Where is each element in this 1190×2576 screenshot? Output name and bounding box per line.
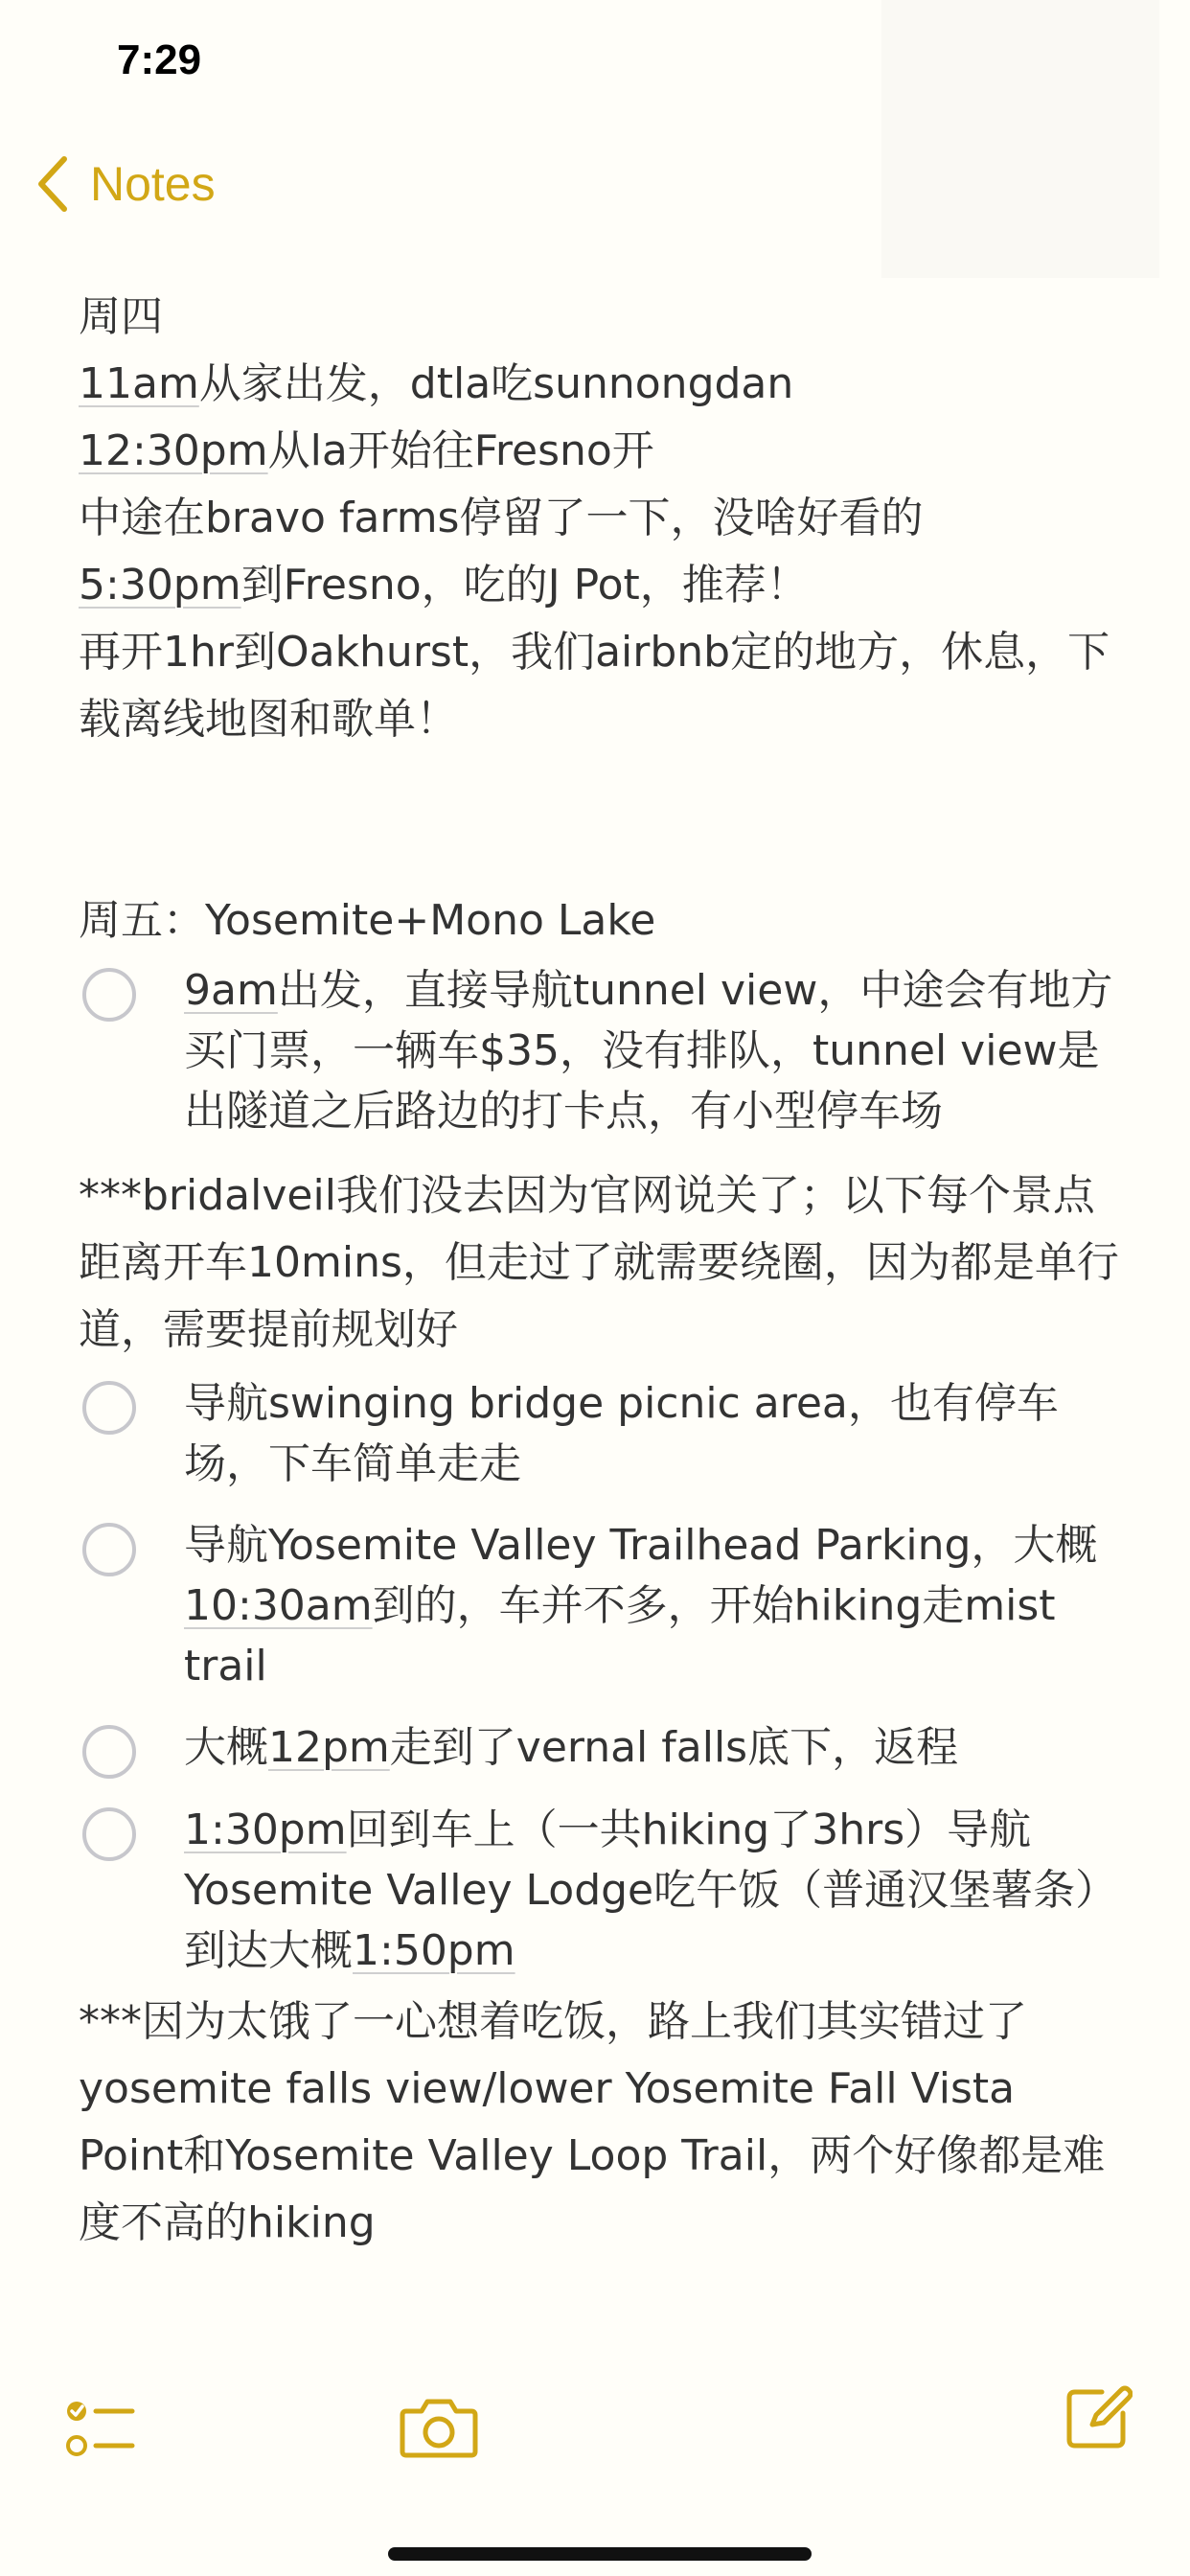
checklist-text-content: 到的，车并不多，开始hiking走mist trail [184,1581,1056,1690]
checklist-text [184,1800,1133,1981]
checklist-text: 导航swinging bridge picnic area，也有停车场，下车简单走走 [184,1379,1059,1488]
checklist-item [79,1717,1133,1779]
time-link[interactable]: 10:30am [184,1581,373,1630]
time-link[interactable]: 11am [79,359,199,408]
note-paragraph-2: ***因为太饿了一心想着吃饭，路上我们其实错过了yosemite falls view/lower Yosemite Fall Vista Point和Yosemite Valley Loop Trail，两个好像都是难度不高的hiking [79,1997,1106,2247]
note-body[interactable] [79,284,1133,2257]
time-link[interactable]: 12:30pm [79,426,268,475]
checklist-item [79,1373,1133,1494]
background-panel [881,0,1159,278]
checkbox-circle[interactable] [82,1725,136,1779]
thursday-line-5: 再开1hr到Oakhurst，我们airbnb定的地方，休息，下载离线地图和歌单！ [79,628,1110,744]
checklist-text [184,960,1133,1141]
time-link[interactable]: 9am [184,966,278,1015]
checklist-text [184,1515,1133,1696]
checklist-text-content: 走到了vernal falls底下，返程 [389,1723,959,1772]
checkbox-circle[interactable] [82,1807,136,1861]
checklist-text [184,1717,1133,1778]
thursday-line-4 [79,552,1133,619]
checklist-icon[interactable] [63,2394,140,2474]
checkbox-circle[interactable] [82,1523,136,1576]
checklist-item [79,960,1133,1141]
checkbox-circle[interactable] [82,968,136,1022]
thursday-line-1 [79,351,1133,418]
note-paragraph-1: ***bridalveil我们没去因为官网说关了；以下每个景点距离开车10mins，但走过了就需要绕圈，因为都是单行道，需要提前规划好 [79,1171,1119,1354]
home-indicator[interactable] [388,2547,812,2561]
time-link[interactable]: 1:30pm [184,1806,347,1854]
checklist-item [79,1515,1133,1696]
thursday-title: 周四 [79,292,163,341]
status-time: 7:29 [117,36,202,83]
time-link[interactable]: 1:50pm [353,1926,515,1975]
checklist-item [79,1800,1133,1981]
compose-icon[interactable] [1064,2382,1133,2455]
back-button[interactable] [36,155,216,213]
line-text: 从家出发，dtla吃sunnongdan [198,359,794,408]
line-text: 到Fresno，吃的J Pot，推荐！ [240,561,809,610]
checklist-text-content: 大概 [184,1723,268,1772]
friday-title: 周五：Yosemite+Mono Lake [79,896,656,945]
blank-lines [79,753,1133,887]
thursday-line-2 [79,418,1133,485]
time-link[interactable]: 12pm [268,1723,390,1772]
time-link[interactable]: 5:30pm [79,561,241,610]
camera-icon[interactable] [399,2392,479,2465]
thursday-line-3: 中途在bravo farms停留了一下，没啥好看的 [79,494,924,542]
line-text: 从la开始往Fresno开 [267,426,654,475]
chevron-left-icon [36,155,69,213]
back-label: Notes [90,157,216,211]
checklist-text-content: 回到车上（一共hiking了3hrs）导航Yosemite Valley Lodge吃午饭（普通汉堡薯条）到达大概 [184,1806,1118,1975]
checklist-text-content: 导航Yosemite Valley Trailhead Parking，大概 [184,1521,1098,1570]
checklist-text-content: 出发，直接导航tunnel view，中途会有地方买门票，一辆车$35，没有排队，tunnel view是出隧道之后路边的打卡点，有小型停车场 [184,966,1113,1136]
checkbox-circle[interactable] [82,1381,136,1435]
